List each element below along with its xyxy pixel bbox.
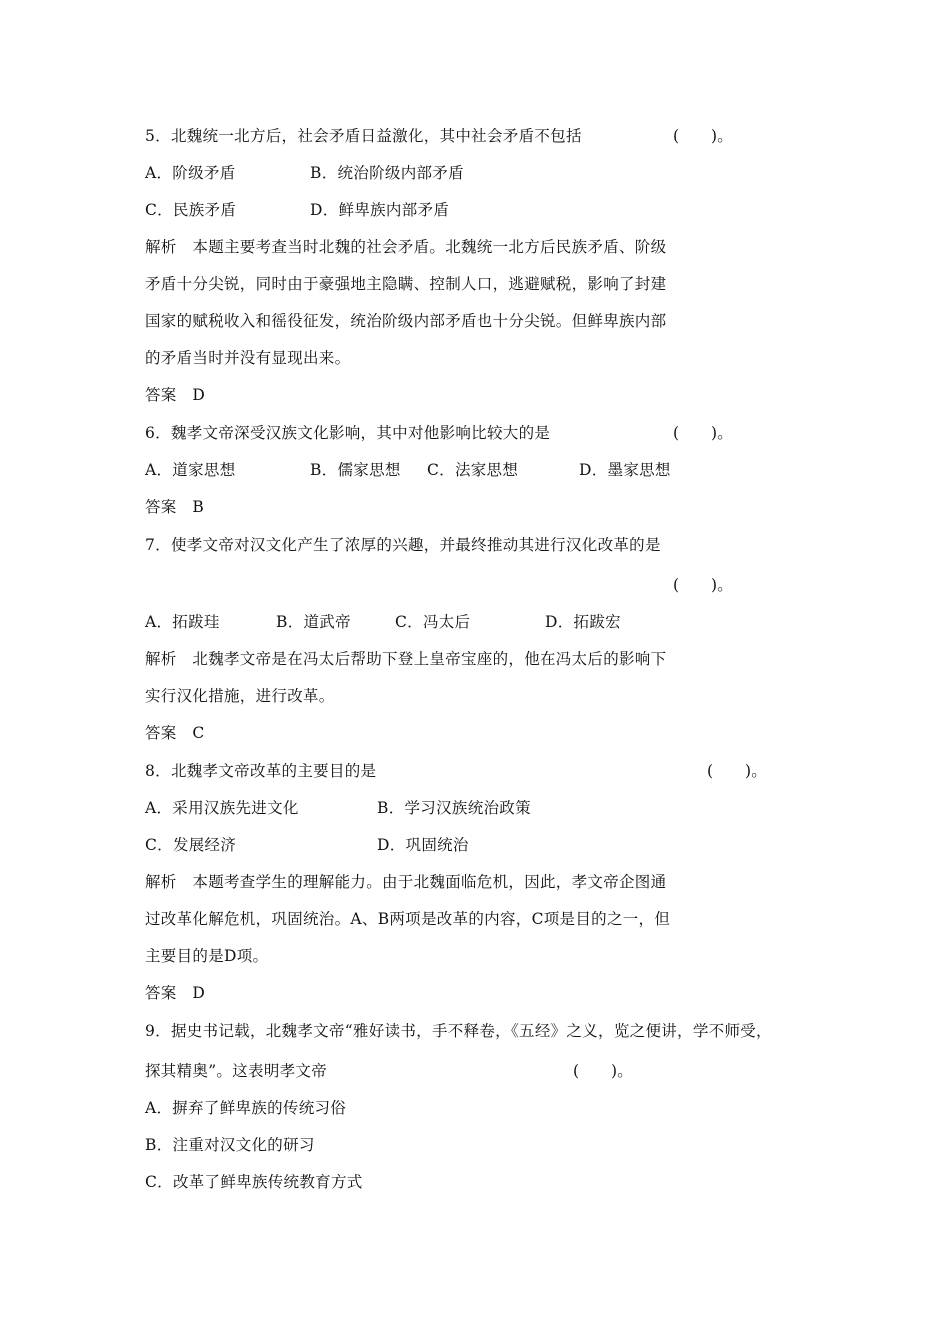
question-8-option-a: A．采用汉族先进文化 — [145, 799, 299, 817]
question-8-answer: 答案 D — [145, 984, 206, 1002]
question-7-analysis-line: 实行汉化措施，进行改革。 — [145, 687, 335, 705]
question-8-options-row-2 — [145, 832, 565, 858]
question-7-options-row — [145, 609, 665, 635]
question-8-option-b: B．学习汉族统治政策 — [377, 799, 531, 817]
question-5-analysis-line: 矛盾十分尖锐，同时由于豪强地主隐瞒、控制人口，逃避赋税，影响了封建 — [145, 275, 667, 293]
question-5-analysis-line: 的矛盾当时并没有显现出来。 — [145, 349, 351, 367]
question-9-option-a: A．摒弃了鲜卑族的传统习俗 — [145, 1099, 347, 1117]
question-5-answer: 答案 D — [145, 386, 206, 404]
question-9-stem: 探其精奥”。这表明孝文帝 — [145, 1062, 328, 1080]
question-6-options-row — [145, 457, 705, 483]
question-8-option-d: D．巩固统治 — [377, 836, 469, 854]
question-7-option-b: B．道武帝 — [276, 613, 351, 631]
question-6-answer: 答案 B — [145, 498, 205, 516]
question-5-option-d: D．鲜卑族内部矛盾 — [310, 201, 450, 219]
question-6-answer-blank: ( )。 — [673, 424, 734, 442]
question-9-option-b: B．注重对汉文化的研习 — [145, 1136, 315, 1154]
question-8-analysis-line: 主要目的是D项。 — [145, 947, 269, 965]
question-7-option-c: C．冯太后 — [395, 613, 471, 631]
question-8-options-row-1 — [145, 795, 565, 821]
question-6-stem-line — [145, 420, 765, 446]
question-6-stem: 6．魏孝文帝深受汉族文化影响，其中对他影响比较大的是 — [145, 424, 551, 442]
question-7-stem: 7．使孝文帝对汉文化产生了浓厚的兴趣，并最终推动其进行汉化改革的是 — [145, 536, 661, 554]
question-5-option-c: C．民族矛盾 — [145, 201, 237, 219]
question-5-stem-line — [145, 123, 765, 149]
question-5-option-a: A．阶级矛盾 — [145, 164, 236, 182]
question-7-analysis-line: 解析 北魏孝文帝是在冯太后帮助下登上皇帝宝座的，他在冯太后的影响下 — [145, 650, 667, 668]
question-9-option-c: C．改革了鲜卑族传统教育方式 — [145, 1173, 363, 1191]
question-6-option-c: C．法家思想 — [427, 461, 519, 479]
question-8-option-c: C．发展经济 — [145, 836, 237, 854]
question-6-option-a: A．道家思想 — [145, 461, 236, 479]
question-6-option-b: B．儒家思想 — [310, 461, 401, 479]
question-8-analysis-line: 解析 本题考查学生的理解能力。由于北魏面临危机，因此，孝文帝企图通 — [145, 873, 667, 891]
question-8-analysis-line: 过改革化解危机，巩固统治。A、B两项是改革的内容，C项是目的之一，但 — [145, 910, 671, 928]
question-5-analysis-line: 国家的赋税收入和徭役征发，统治阶级内部矛盾也十分尖锐。但鲜卑族内部 — [145, 312, 667, 330]
question-7-answer-blank: ( )。 — [673, 576, 734, 594]
question-7-option-a: A．拓跋珪 — [145, 613, 220, 631]
question-5-analysis-line: 解析 本题主要考查当时北魏的社会矛盾。北魏统一北方后民族矛盾、阶级 — [145, 238, 667, 256]
question-7-answer: 答案 C — [145, 724, 205, 742]
question-7-blank-line — [145, 572, 765, 598]
question-6-option-d: D．墨家思想 — [579, 461, 671, 479]
question-5-options-row-1 — [145, 160, 545, 186]
question-5-option-b: B．统治阶级内部矛盾 — [310, 164, 464, 182]
question-5-answer-blank: ( )。 — [673, 127, 734, 145]
question-7-option-d: D．拓跋宏 — [545, 613, 621, 631]
question-8-stem: 8．北魏孝文帝改革的主要目的是 — [145, 762, 377, 780]
question-5-options-row-2 — [145, 197, 545, 223]
question-5-stem: 5．北魏统一北方后，社会矛盾日益激化，其中社会矛盾不包括 — [145, 127, 582, 145]
question-9-stem-line-2 — [145, 1058, 705, 1084]
question-9-answer-blank: ( )。 — [573, 1062, 634, 1080]
question-9-stem-line-1: 9．据史书记载，北魏孝文帝“雅好读书，手不释卷，《五经》之义，览之便讲，学不师受， — [145, 1022, 772, 1040]
question-8-stem-line — [145, 758, 805, 784]
question-8-answer-blank: ( )。 — [707, 762, 768, 780]
